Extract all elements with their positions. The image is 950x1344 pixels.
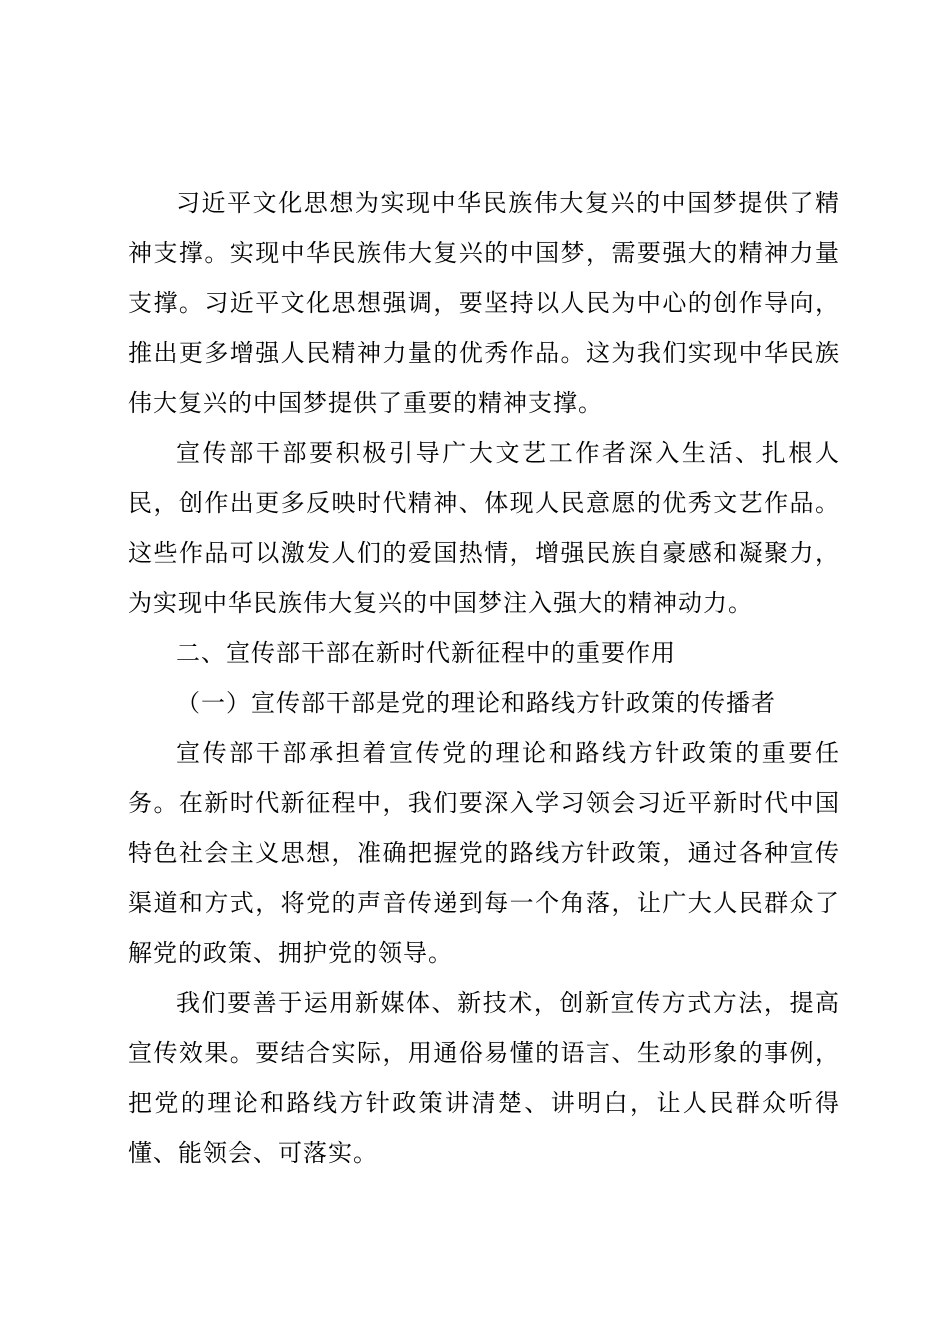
document-body (128, 178, 840, 1178)
section-heading-2: 二、宣传部干部在新时代新征程中的重要作用 (176, 639, 676, 667)
paragraph-propaganda-task: 宣传部干部承担着宣传党的理论和路线方针政策的重要任务。在新时代新征程中，我们要深入学习领会习近平新时代中国特色社会主义思想，准确把握党的路线方针政策，通过各种宣传渠道和方式，将党的声音传递到每一个角落，让广大人民群众了解党的政策、拥护党的领导。 (128, 739, 840, 967)
paragraph-guide-artists: 宣传部干部要积极引导广大文艺工作者深入生活、扎根人民，创作出更多反映时代精神、体现人民意愿的优秀文艺作品。这些作品可以激发人们的爱国热情，增强民族自豪感和凝聚力，为实现中华民族伟大复兴的中国梦注入强大的精神动力。 (128, 439, 840, 617)
paragraph-culture-thought: 习近平文化思想为实现中华民族伟大复兴的中国梦提供了精神支撑。实现中华民族伟大复兴的中国梦，需要强大的精神力量支撑。习近平文化思想强调，要坚持以人民为中心的创作导向，推出更多增强人民精神力量的优秀作品。这为我们实现中华民族伟大复兴的中国梦提供了重要的精神支撑。 (128, 189, 840, 417)
paragraph-new-media: 我们要善于运用新媒体、新技术，创新宣传方式方法，提高宣传效果。要结合实际，用通俗易懂的语言、生动形象的事例，把党的理论和路线方针政策讲清楚、讲明白，让人民群众听得懂、能领会、可落实。 (128, 989, 840, 1167)
subsection-heading-1: （一）宣传部干部是党的理论和路线方针政策的传播者 (176, 689, 776, 717)
